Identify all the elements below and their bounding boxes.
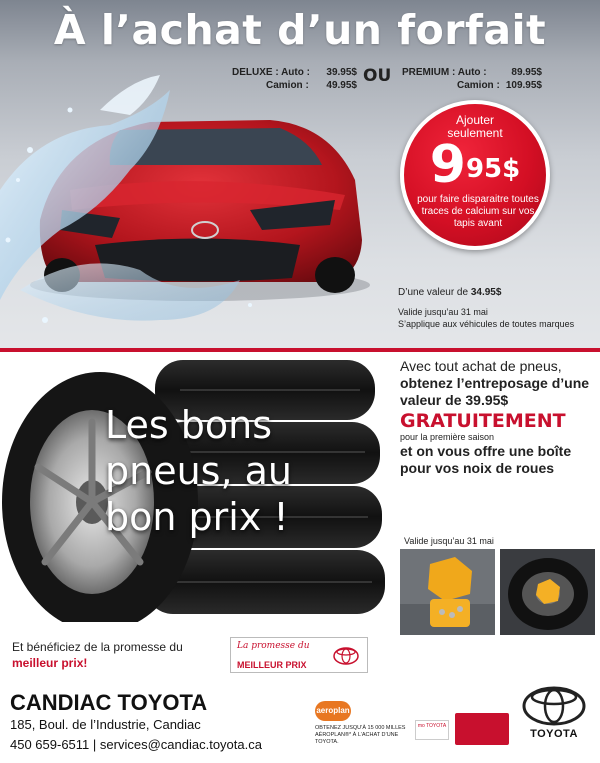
promise-intro: Et bénéficiez de la promesse du (12, 640, 183, 654)
value-prefix: D’une valeur de (398, 287, 469, 298)
storage-intro: Avec tout achat de pneus, (400, 358, 562, 374)
lug-nut-box-offer: et on vous offre une boîte pour vos noix de roues (400, 443, 572, 476)
spare-tire-photo (500, 549, 595, 635)
badge-intro (404, 114, 546, 140)
badge-intro-line1: Ajouter (455, 113, 495, 127)
toyota-logo-icon (331, 646, 361, 666)
car-splash-image (0, 70, 380, 348)
toyota-brand (518, 686, 590, 756)
toyota-card-logo: mo TOYOTA (415, 720, 449, 740)
badge-price-dollars: 9 (429, 135, 466, 195)
badge-price-currency: $ (502, 154, 521, 184)
premium-auto-label: PREMIUM : Auto : (402, 67, 487, 78)
free-label: GRATUITEMENT (400, 410, 566, 432)
value-amount: 34.95$ (470, 287, 502, 298)
premium-prices (402, 66, 542, 92)
deluxe-camion-price: 49.95$ (326, 80, 357, 91)
calcium-offer-section (0, 0, 600, 348)
valid-until-note: Valide jusqu’au 31 mai (398, 307, 488, 317)
dealer-address: 185, Boul. de l’Industrie, Candiac (10, 717, 201, 732)
toyota-emblem-icon (518, 686, 590, 726)
toyota-credit-card-icon (455, 713, 509, 745)
badge-intro-line2: seulement (447, 126, 503, 140)
dealer-phone[interactable]: 450 659-6511 (10, 737, 90, 752)
value-note (398, 287, 501, 298)
storage-offer-copy (400, 358, 595, 477)
premium-camion-price: 109.95$ (505, 80, 542, 91)
premium-camion-label: Camion : (457, 80, 500, 91)
dealer-name: CANDIAC TOYOTA (10, 690, 208, 715)
dealer-contact (10, 737, 262, 752)
dealer-email[interactable]: services@candiac.toyota.ca (99, 737, 262, 752)
first-season-note: pour la première saison (400, 432, 495, 442)
promise-best-price: meilleur prix! (12, 656, 88, 670)
price-badge (400, 100, 550, 250)
badge-price (404, 135, 546, 195)
best-price-promise-logo (230, 637, 368, 673)
offer-headline: À l’achat d’un forfait (53, 6, 547, 54)
premium-auto-price: 89.95$ (511, 67, 542, 78)
deluxe-camion-label: Camion : (266, 80, 309, 91)
deluxe-auto-price: 39.95$ (326, 67, 357, 78)
promise-caps-text: MEILLEUR PRIX (237, 660, 307, 670)
or-separator: OU (363, 66, 392, 86)
storage-valid-until: Valide jusqu’au 31 mai (404, 536, 494, 546)
tire-headline: Les bons pneus, au bon prix ! (105, 403, 292, 539)
storage-value: obtenez l’entreposage d’une valeur de 39.95$ (400, 375, 590, 408)
aeroplan-promo-text: OBTENEZ JUSQU’À 15 000 MILLES AÉROPLAN®* À L’ACHAT D’UNE TOYOTA. (315, 725, 406, 745)
contact-separator: | (92, 737, 97, 752)
badge-description: pour faire disparaitre toutes traces de calcium sur vos tapis avant (417, 194, 539, 229)
deluxe-auto-label: DELUXE : Auto : (232, 67, 310, 78)
applies-note: S’applique aux véhicules de toutes marques (398, 319, 575, 329)
aeroplan-logo: aeroplan (315, 701, 351, 721)
badge-price-cents: 95 (465, 154, 503, 184)
promise-script-text: La promesse du (237, 641, 310, 651)
lug-nut-box-photo (400, 549, 495, 635)
toyota-wordmark: TOYOTA (530, 728, 578, 740)
